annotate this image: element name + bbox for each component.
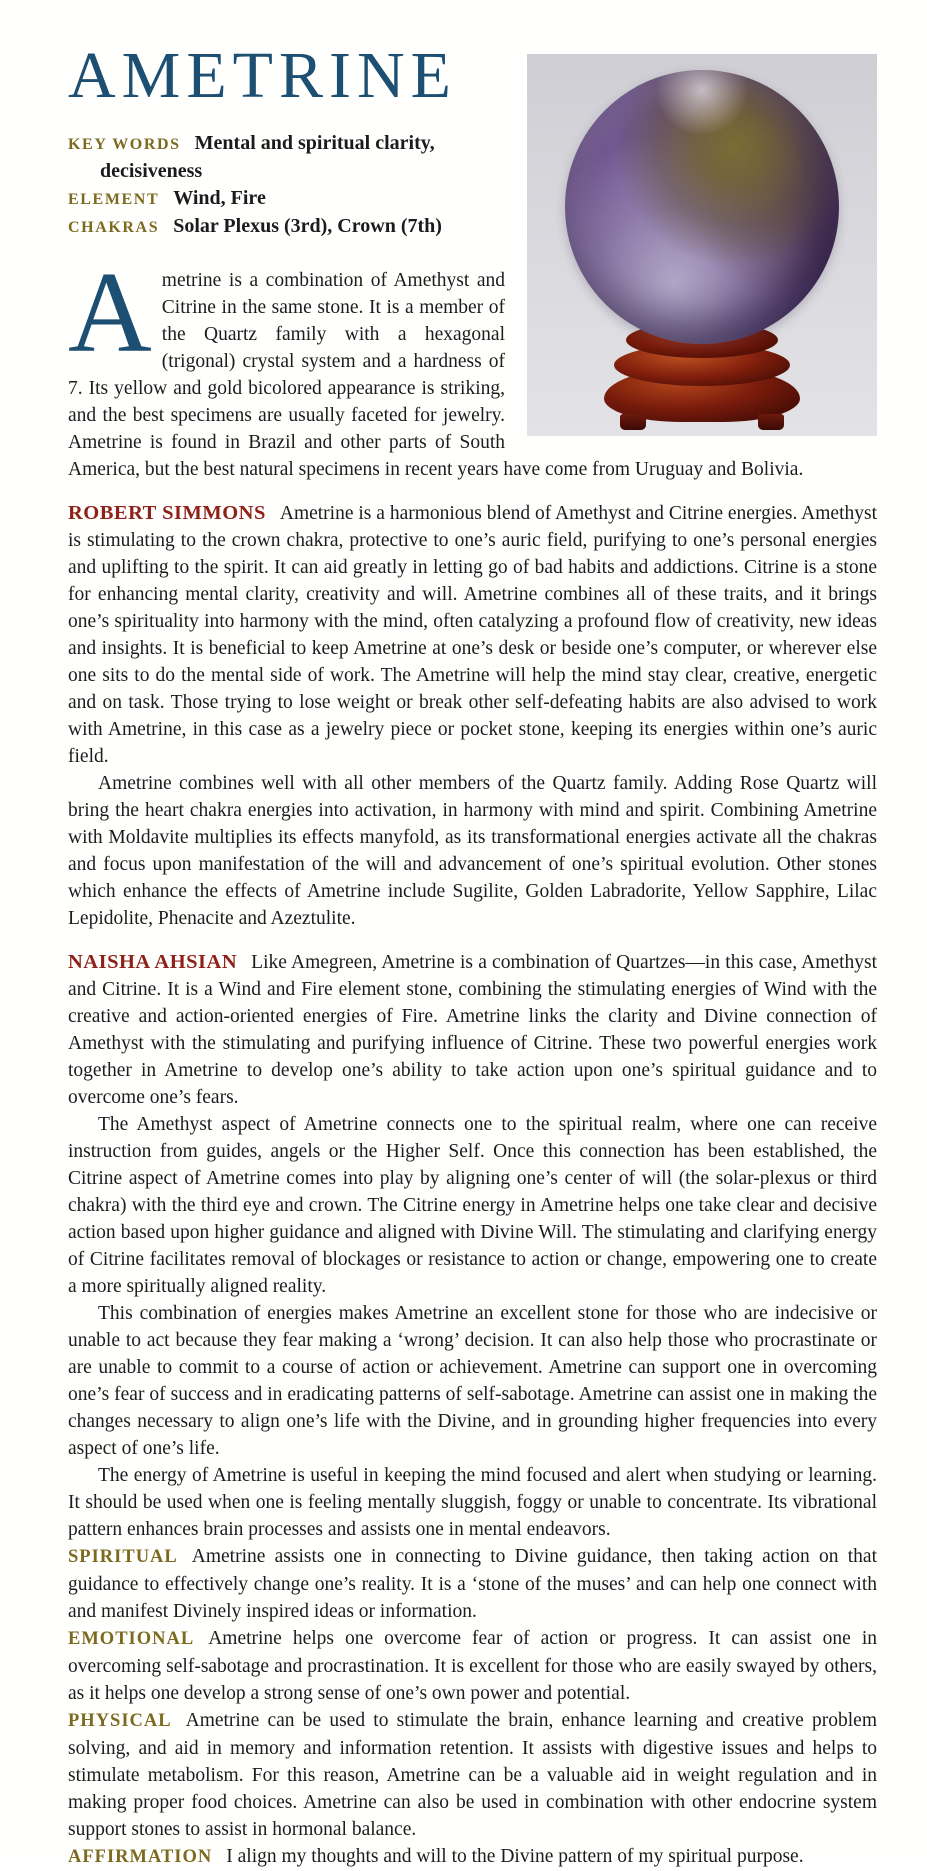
key-words-value: Mental and spiritual clarity, decisiveness [100, 132, 435, 182]
affirmation-text: I align my thoughts and will to the Divine pattern of my spiritual purpose. [226, 1846, 804, 1867]
aspect-emotional [68, 1625, 877, 1707]
paragraph: Ametrine combines well with all other members of the Quartz family. Adding Rose Quartz will bring the heart chakra energies into activation, in harmony with mind and spirit. Combining Ametrine with Moldavite multiplies its effects manyfold, as its transformational energies activate all the chakras and focus upon manifestation of the will and advancement of one’s spiritual evolution. Other stones which enhance the effects of Ametrine include Sugilite, Golden Labradorite, Yellow Sapphire, Lilac Lepidolite, Phenacite and Azeztulite. [68, 773, 877, 929]
section-heading-robert-simmons: ROBERT SIMMONS [68, 502, 266, 524]
affirmation-label: AFFIRMATION [68, 1847, 213, 1867]
chakras-label: CHAKRAS [68, 219, 160, 236]
section-naisha-ahsian [68, 949, 877, 1543]
aspect-affirmation [68, 1843, 877, 1871]
aspect-physical [68, 1707, 877, 1843]
paragraph [68, 500, 877, 770]
intro-text: metrine is a combination of Amethyst and Citrine in the same stone. It is a member of the Quartz family with a hexagonal (trigonal) crystal system and a hardness of 7. Its yellow and gold bicolored appearance is striking, and the best specimens are usually faceted for jewelry. Ametrine is found in Brazil and other parts of South America, but the best natural specimens in recent years have come from Uruguay and Bolivia. [68, 270, 804, 480]
physical-label: PHYSICAL [68, 1711, 172, 1731]
spiritual-label: SPIRITUAL [68, 1547, 178, 1567]
stone-properties [68, 130, 498, 241]
element-value: Wind, Fire [173, 187, 266, 209]
paragraph: The energy of Ametrine is useful in keeping the mind focused and alert when studying or learning. It should be used when one is feeling mentally sluggish, foggy or unable to concentrate. Its vibrational pattern enhances brain processes and assists one in mental endeavors. [68, 1465, 877, 1540]
drop-cap: A [68, 249, 152, 377]
ametrine-sphere [565, 70, 839, 344]
emotional-text: Ametrine helps one overcome fear of action or progress. It can assist one in overcoming self-sabotage and procrastination. It is excellent for those who are easily swayed by others, as it helps one develop a strong sense of one’s own power and potential. [68, 1628, 877, 1704]
section-text: Like Amegreen, Ametrine is a combination of Quartzes—in this case, Amethyst and Citrine. It is a Wind and Fire element stone, combining the stimulating energies of Wind with the creative and action-oriented energies of Fire. Ametrine links the clarity and Divine connection of Amethyst with the stimulating and purifying influence of Citrine. These two powerful energies work together in Ametrine to develop one’s ability to take action upon one’s spiritual guidance and to overcome one’s fears. [68, 952, 878, 1108]
emotional-label: EMOTIONAL [68, 1629, 195, 1649]
spiritual-text: Ametrine assists one in connecting to Divine guidance, then taking action on that guidance to effectively change one’s reality. It is a ‘stone of the muses’ and can help one connect with and manifest Divinely inspired ideas or information. [68, 1546, 877, 1622]
aspects-block [68, 1543, 877, 1871]
physical-text: Ametrine can be used to stimulate the brain, enhance learning and creative problem solving, and aid in memory and information retention. It assists with digestive issues and helps to stimulate metabolism. For this reason, Ametrine can be a valuable aid in weight regulation and in making proper food choices. Ametrine can also be used in combination with other endocrine system support stones to assist in hormonal balance. [68, 1710, 877, 1840]
paragraph: The Amethyst aspect of Ametrine connects one to the spiritual realm, where one can receive instruction from guides, angels or the Higher Self. Once this connection has been established, the Citrine aspect of Ametrine comes into play by aligning one’s center of will (the solar-plexus or third chakra) with the third eye and crown. The Citrine energy in Ametrine helps one take clear and decisive action based upon higher guidance and aligned with Divine Will. The stimulating and clarifying energy of Citrine facilitates removal of blockages or resistance to action or change, empowering one to create a more spiritually aligned reality. [68, 1114, 877, 1297]
stand-foot-right [758, 414, 784, 430]
aspect-spiritual [68, 1543, 877, 1625]
chakras-value: Solar Plexus (3rd), Crown (7th) [173, 215, 442, 237]
key-words-label: KEY WORDS [68, 136, 181, 153]
section-text: Ametrine is a harmonious blend of Amethyst and Citrine energies. Amethyst is stimulating to the crown chakra, protective to one’s auric field, purifying to one’s personal energies and uplifting to the spirit. It can aid greatly in letting go of bad habits and addictions. Citrine is a stone for enhancing mental clarity, creativity and will. Ametrine combines all of these traits, and it brings one’s spirituality into harmony with the mind, often catalyzing a profound flow of creativity, new ideas and insights. It is beneficial to keep Ametrine at one’s desk or beside one’s computer, or wherever else one sits to do the mental side of work. The Ametrine will help the mind stay clear, creative, energetic and on task. Those trying to lose weight or break other self-defeating habits are also advised to work with Ametrine, in this case as a jewelry piece or pocket stone, keeping its energies within one’s auric field. [68, 503, 877, 767]
paragraph: This combination of energies makes Ametrine an excellent stone for those who are indecisive or unable to act because they fear making a ‘wrong’ decision. It can also help those who procrastinate or are unable to commit to a course of action or achievement. Ametrine can support one in overcoming one’s fear of success and in eradicating patterns of self-sabotage. Ametrine can assist one in making the changes necessary to align one’s life with the Divine, and in grounding higher frequencies into every aspect of one’s life. [68, 1303, 877, 1459]
section-robert-simmons [68, 500, 877, 932]
stand-foot-left [620, 414, 646, 430]
page-title: AMETRINE [68, 39, 457, 112]
section-heading-naisha-ahsian: NAISHA AHSIAN [68, 951, 238, 973]
property-key-words [68, 130, 498, 185]
element-label: ELEMENT [68, 191, 160, 208]
property-element [68, 185, 498, 213]
paragraph [68, 949, 877, 1111]
ametrine-photo [527, 54, 877, 436]
property-chakras [68, 213, 498, 241]
